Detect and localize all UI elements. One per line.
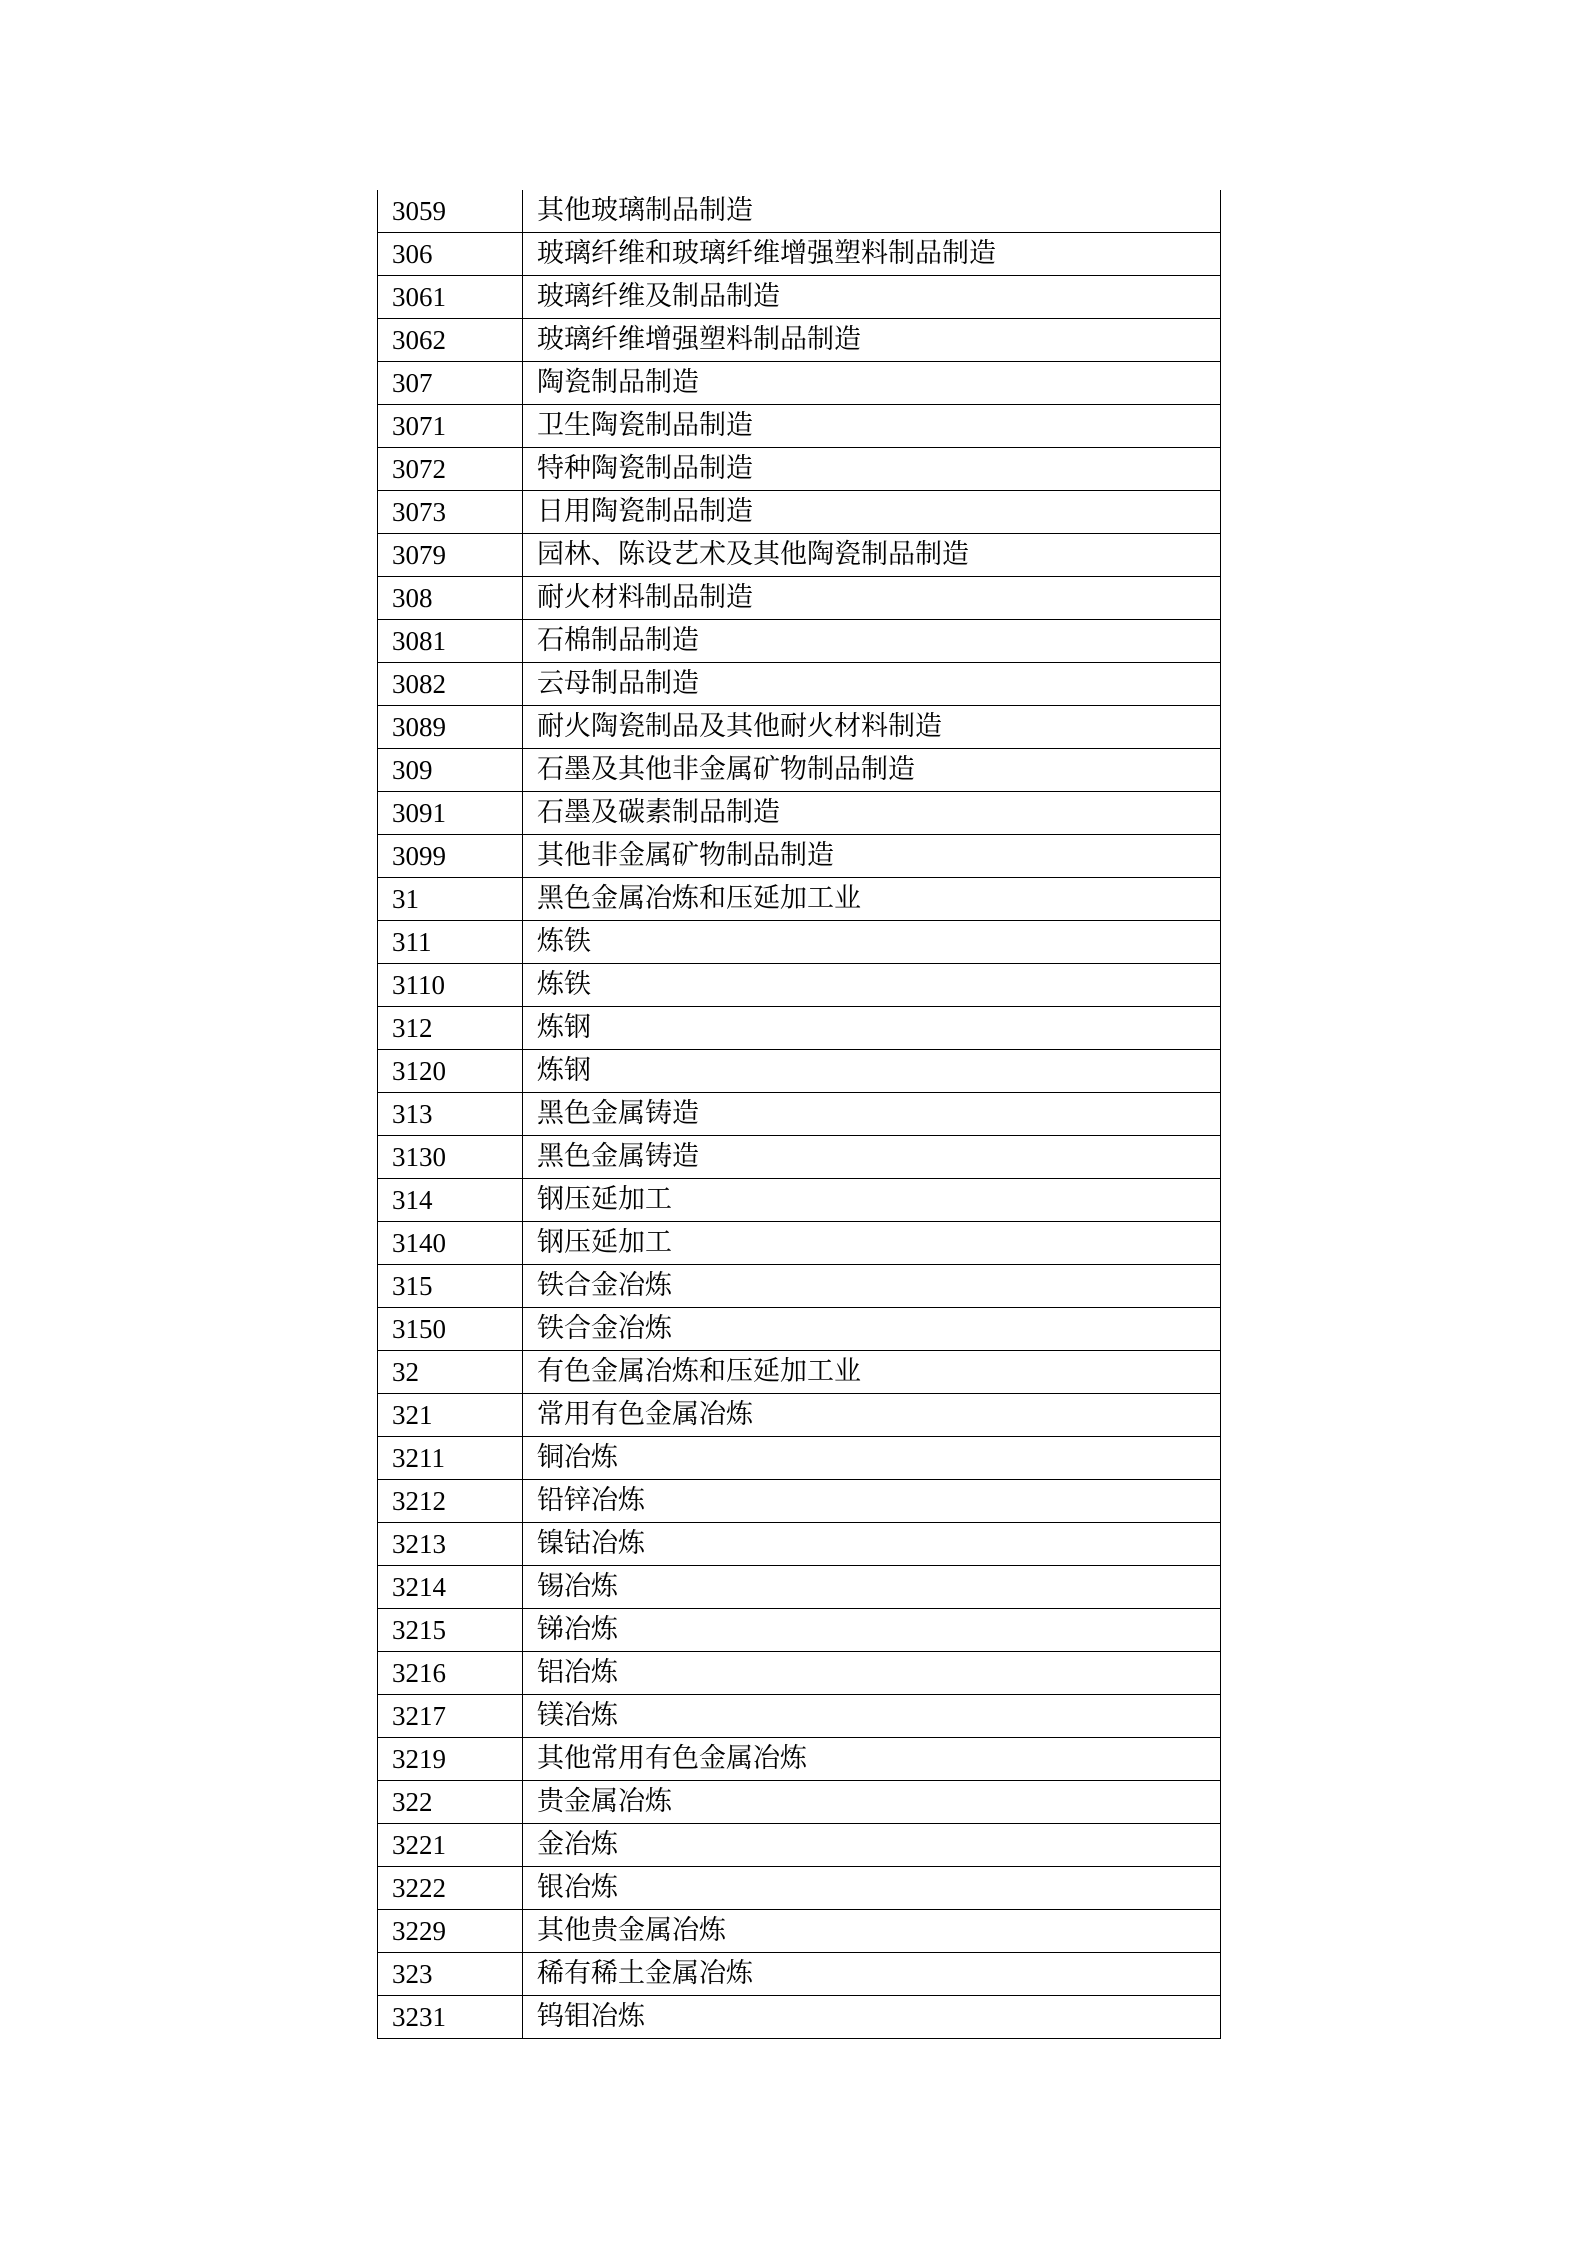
industry-code-cell: 3099	[378, 835, 523, 878]
industry-code-cell: 3215	[378, 1609, 523, 1652]
table-row	[378, 448, 1221, 491]
industry-name-cell: 耐火材料制品制造	[523, 577, 1221, 620]
industry-code-cell: 321	[378, 1394, 523, 1437]
industry-code-cell: 313	[378, 1093, 523, 1136]
industry-name-cell: 炼钢	[523, 1007, 1221, 1050]
table-row	[378, 1695, 1221, 1738]
table-row	[378, 534, 1221, 577]
table-row	[378, 1953, 1221, 1996]
industry-code-cell: 309	[378, 749, 523, 792]
industry-name-cell: 石棉制品制造	[523, 620, 1221, 663]
industry-code-cell: 315	[378, 1265, 523, 1308]
industry-name-cell: 锡冶炼	[523, 1566, 1221, 1609]
industry-code-cell: 31	[378, 878, 523, 921]
industry-code-cell: 3071	[378, 405, 523, 448]
table-row	[378, 964, 1221, 1007]
industry-name-cell: 黑色金属铸造	[523, 1136, 1221, 1179]
industry-code-cell: 3214	[378, 1566, 523, 1609]
table-row	[378, 491, 1221, 534]
industry-name-cell: 银冶炼	[523, 1867, 1221, 1910]
table-row	[378, 620, 1221, 663]
industry-code-cell: 3217	[378, 1695, 523, 1738]
industry-code-cell: 3140	[378, 1222, 523, 1265]
industry-name-cell: 钢压延加工	[523, 1179, 1221, 1222]
industry-code-cell: 3073	[378, 491, 523, 534]
industry-code-cell: 312	[378, 1007, 523, 1050]
industry-code-cell: 3110	[378, 964, 523, 1007]
industry-code-cell: 3120	[378, 1050, 523, 1093]
industry-name-cell: 铅锌冶炼	[523, 1480, 1221, 1523]
table-row	[378, 1437, 1221, 1480]
industry-name-cell: 锑冶炼	[523, 1609, 1221, 1652]
table-row	[378, 319, 1221, 362]
industry-code-cell: 3211	[378, 1437, 523, 1480]
industry-name-cell: 其他常用有色金属冶炼	[523, 1738, 1221, 1781]
table-row	[378, 1480, 1221, 1523]
industry-name-cell: 玻璃纤维和玻璃纤维增强塑料制品制造	[523, 233, 1221, 276]
industry-code-cell: 311	[378, 921, 523, 964]
table-row	[378, 1308, 1221, 1351]
industry-code-table	[377, 190, 1221, 2039]
industry-code-cell: 3219	[378, 1738, 523, 1781]
table-row	[378, 1050, 1221, 1093]
industry-name-cell: 炼铁	[523, 964, 1221, 1007]
industry-name-cell: 稀有稀土金属冶炼	[523, 1953, 1221, 1996]
industry-code-cell: 3081	[378, 620, 523, 663]
table-row	[378, 1996, 1221, 2039]
industry-name-cell: 玻璃纤维及制品制造	[523, 276, 1221, 319]
table-row	[378, 1351, 1221, 1394]
industry-code-cell: 323	[378, 1953, 523, 1996]
industry-code-cell: 3150	[378, 1308, 523, 1351]
table-row	[378, 921, 1221, 964]
industry-code-cell: 307	[378, 362, 523, 405]
industry-name-cell: 钨钼冶炼	[523, 1996, 1221, 2039]
table-row	[378, 1222, 1221, 1265]
table-row	[378, 1265, 1221, 1308]
table-body	[378, 190, 1221, 2039]
industry-name-cell: 特种陶瓷制品制造	[523, 448, 1221, 491]
industry-name-cell: 耐火陶瓷制品及其他耐火材料制造	[523, 706, 1221, 749]
table-row	[378, 835, 1221, 878]
industry-name-cell: 黑色金属铸造	[523, 1093, 1221, 1136]
industry-code-cell: 3213	[378, 1523, 523, 1566]
table-row	[378, 749, 1221, 792]
table-row	[378, 1652, 1221, 1695]
industry-code-cell: 306	[378, 233, 523, 276]
table-row	[378, 1523, 1221, 1566]
table-row	[378, 1867, 1221, 1910]
table-row	[378, 1007, 1221, 1050]
table-row	[378, 1781, 1221, 1824]
industry-code-cell: 3061	[378, 276, 523, 319]
industry-name-cell: 石墨及其他非金属矿物制品制造	[523, 749, 1221, 792]
industry-name-cell: 云母制品制造	[523, 663, 1221, 706]
industry-code-cell: 3212	[378, 1480, 523, 1523]
table-row	[378, 1566, 1221, 1609]
industry-name-cell: 炼钢	[523, 1050, 1221, 1093]
table-row	[378, 1394, 1221, 1437]
table-row	[378, 706, 1221, 749]
industry-code-cell: 3082	[378, 663, 523, 706]
table-row	[378, 233, 1221, 276]
industry-name-cell: 铝冶炼	[523, 1652, 1221, 1695]
industry-code-cell: 314	[378, 1179, 523, 1222]
table-row	[378, 1136, 1221, 1179]
industry-name-cell: 常用有色金属冶炼	[523, 1394, 1221, 1437]
industry-name-cell: 铁合金冶炼	[523, 1265, 1221, 1308]
industry-name-cell: 镁冶炼	[523, 1695, 1221, 1738]
industry-name-cell: 黑色金属冶炼和压延加工业	[523, 878, 1221, 921]
table-row	[378, 405, 1221, 448]
industry-name-cell: 其他非金属矿物制品制造	[523, 835, 1221, 878]
industry-name-cell: 其他贵金属冶炼	[523, 1910, 1221, 1953]
industry-name-cell: 其他玻璃制品制造	[523, 190, 1221, 233]
industry-name-cell: 卫生陶瓷制品制造	[523, 405, 1221, 448]
industry-code-cell: 3091	[378, 792, 523, 835]
table-row	[378, 1824, 1221, 1867]
industry-name-cell: 贵金属冶炼	[523, 1781, 1221, 1824]
industry-code-cell: 3229	[378, 1910, 523, 1953]
table-row	[378, 1910, 1221, 1953]
industry-code-cell: 322	[378, 1781, 523, 1824]
industry-code-cell: 3059	[378, 190, 523, 233]
table-row	[378, 878, 1221, 921]
industry-code-cell: 3222	[378, 1867, 523, 1910]
industry-code-cell: 3231	[378, 1996, 523, 2039]
table-row	[378, 276, 1221, 319]
industry-name-cell: 铜冶炼	[523, 1437, 1221, 1480]
table-row	[378, 577, 1221, 620]
table-row	[378, 1093, 1221, 1136]
table-row	[378, 1179, 1221, 1222]
industry-code-cell: 3079	[378, 534, 523, 577]
industry-name-cell: 金冶炼	[523, 1824, 1221, 1867]
industry-name-cell: 钢压延加工	[523, 1222, 1221, 1265]
table-row	[378, 190, 1221, 233]
table-row	[378, 792, 1221, 835]
table-row	[378, 1609, 1221, 1652]
table-row	[378, 663, 1221, 706]
table-row	[378, 362, 1221, 405]
table-row	[378, 1738, 1221, 1781]
industry-name-cell: 日用陶瓷制品制造	[523, 491, 1221, 534]
industry-code-cell: 308	[378, 577, 523, 620]
industry-code-cell: 3221	[378, 1824, 523, 1867]
industry-name-cell: 铁合金冶炼	[523, 1308, 1221, 1351]
industry-code-cell: 3130	[378, 1136, 523, 1179]
industry-name-cell: 镍钴冶炼	[523, 1523, 1221, 1566]
industry-code-cell: 3062	[378, 319, 523, 362]
industry-name-cell: 陶瓷制品制造	[523, 362, 1221, 405]
industry-name-cell: 炼铁	[523, 921, 1221, 964]
industry-code-cell: 3072	[378, 448, 523, 491]
industry-name-cell: 有色金属冶炼和压延加工业	[523, 1351, 1221, 1394]
industry-code-cell: 32	[378, 1351, 523, 1394]
industry-name-cell: 园林、陈设艺术及其他陶瓷制品制造	[523, 534, 1221, 577]
industry-code-cell: 3216	[378, 1652, 523, 1695]
industry-name-cell: 玻璃纤维增强塑料制品制造	[523, 319, 1221, 362]
industry-code-cell: 3089	[378, 706, 523, 749]
industry-name-cell: 石墨及碳素制品制造	[523, 792, 1221, 835]
